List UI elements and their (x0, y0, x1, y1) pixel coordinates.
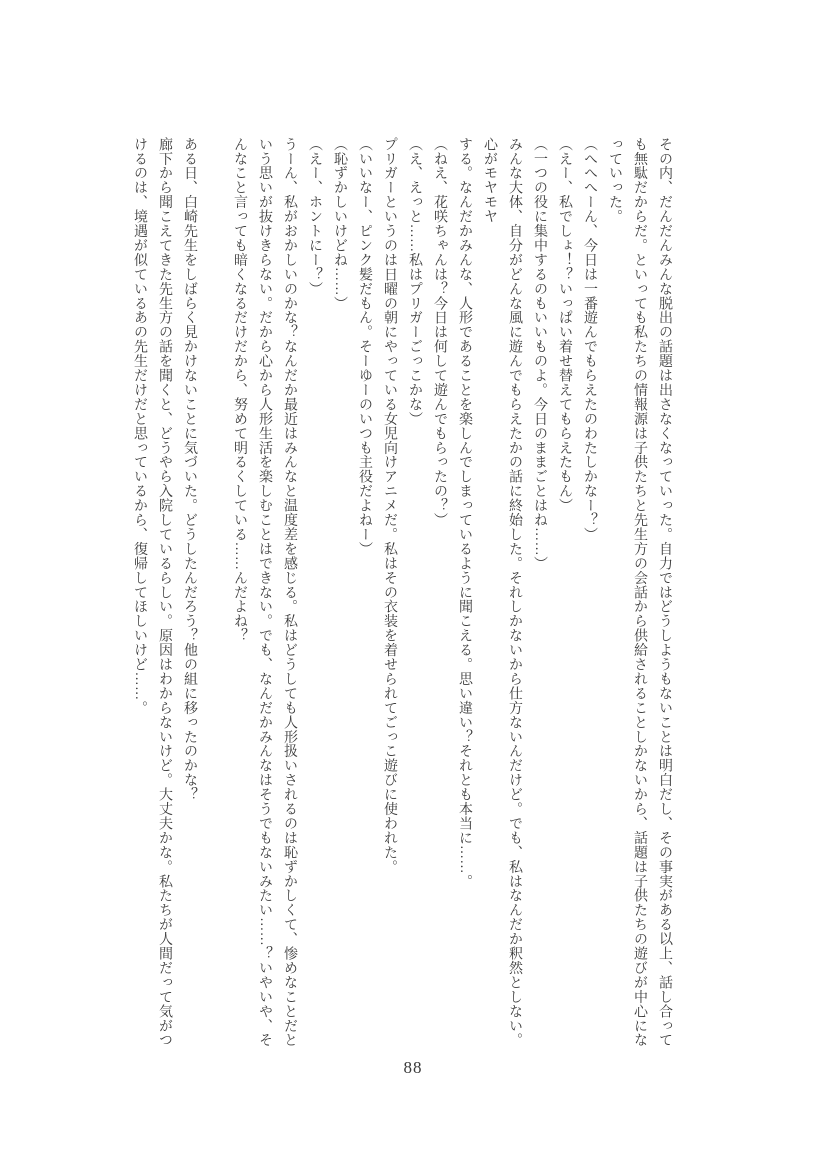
text-line: ある日、白崎先生をしばらく見かけないことに気づいた。どうしたんだろう？他の組に移ったのかな？ (182, 137, 197, 802)
text-line: する。なんだかみんな、人形であることを楽しんでしまっているように聞こえる。思い違い？それとも本当に……。 (457, 137, 472, 889)
text-line: （ねえ、花咲ちゃんは？今日は何して遊んでもらったの？） (432, 137, 447, 528)
text-line: も無駄だからだ。といっても私たちの情報源は子供たちと先生方の会話から供給されることしかないから、話題は子供たちの遊びが中心にな (632, 137, 647, 1048)
text-line: っていった。 (607, 137, 622, 224)
text-line: （いいなー、ピンク髪だもん。そーゆーのいつも主役だよねー） (357, 137, 372, 557)
text-line: みんな大体、自分がどんな風に遊んでもらえたかの話に終始した。それしかないから仕方ないんだけど。でも、私はなんだか釈然としない。 (507, 137, 522, 1048)
blank-line (202, 137, 227, 1062)
text-line: （えー、私でしょ！？いっぱい着せ替えてもらえたもん） (557, 137, 572, 513)
text-line: （え、えっと……私はプリガーごっこかな） (407, 137, 422, 426)
text-line: 心がモヤモヤ (482, 137, 497, 224)
text-line: （一つの役に集中するのもいいものよ。今日のままごとはね……） (532, 137, 547, 571)
text-line: （えー、ホントにー？） (307, 137, 322, 296)
body-text (127, 137, 677, 1062)
text-line: けるのは、境遇が似ているあの先生だけだと思っているから、復帰してほしいけど……。 (132, 137, 147, 715)
text-line: プリガーというのは日曜の朝にやっている女児向けアニメだ。私はその衣装を着せられてごっこ遊びに使われた。 (382, 137, 397, 874)
text-line: うーん、私がおかしいのかな？なんだか最近はみんなと温度差を感じる。私はどうしても人形扱いされるのは恥ずかしくて、惨めなことだと (282, 137, 297, 1048)
text-line: いう思いが抜けきらない。だから心から人形生活を楽しむことはできない。でも、なんだかみんなはそうでもないみたい……？いやいや、そ (257, 137, 272, 1048)
text-line: 廊下から聞こえてきた先生方の話を聞くと、どうやら入院しているらしい。原因はわからないけど。大丈夫かな。私たちが人間だって気がつ (157, 137, 172, 1048)
page-number: 88 (403, 1058, 423, 1077)
text-line: んなこと言っても暗くなるだけだから、努めて明るくしている……んだよね？ (232, 137, 247, 643)
text-line: その内、だんだんみんな脱出の話題は出さなくなっていった。自力ではどうしようもないことは明白だし、その事実がある以上、話し合って (657, 137, 672, 1048)
text-line: （へへへーん、今日は一番遊んでもらえたのわたしかなー？） (582, 137, 597, 542)
text-line: （恥ずかしいけどね……） (332, 137, 347, 311)
